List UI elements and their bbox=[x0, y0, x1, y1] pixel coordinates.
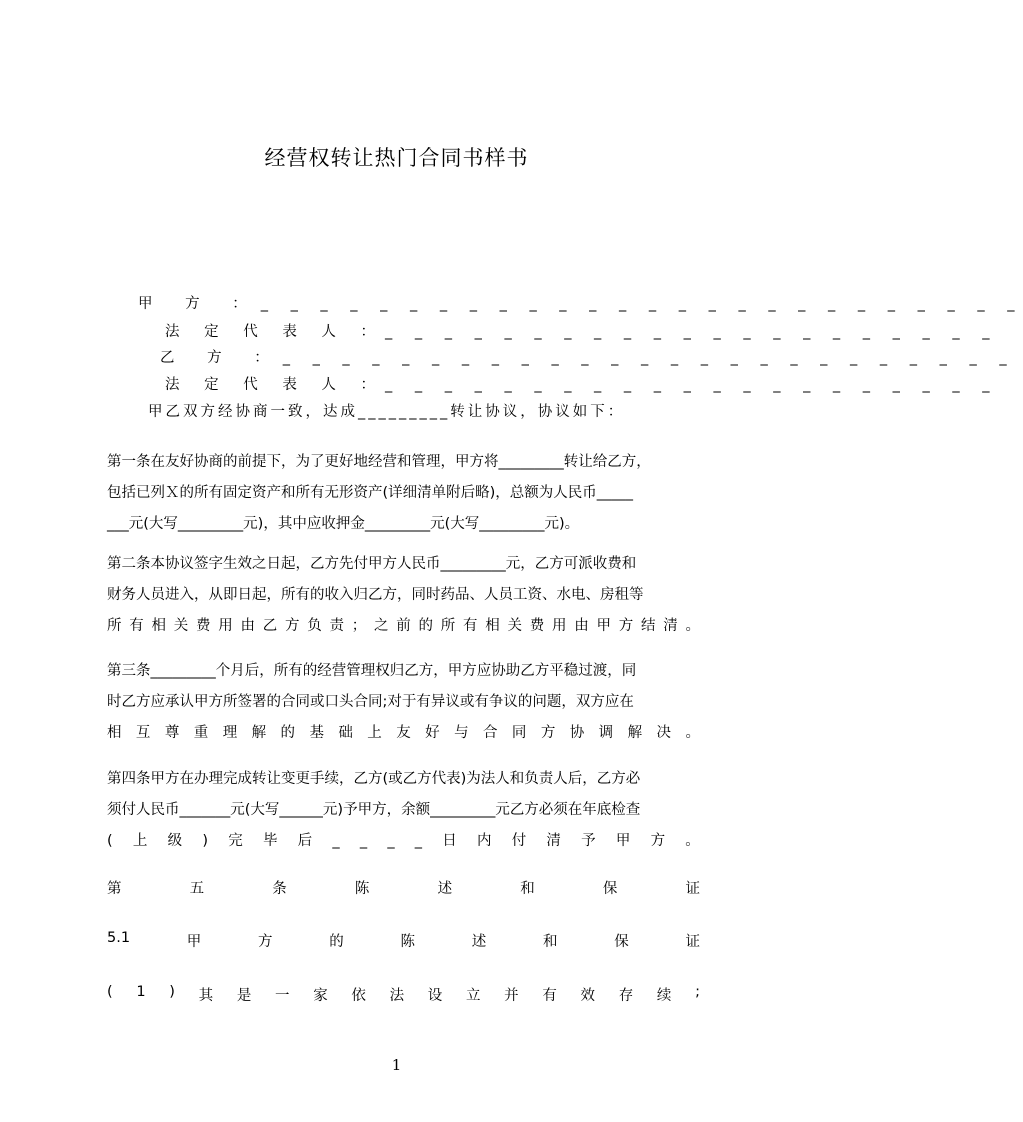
justified-char: _ bbox=[414, 833, 423, 849]
justified-char: 述 bbox=[471, 934, 487, 950]
justified-char: _ bbox=[387, 833, 395, 849]
party-b-representative-label: 法 定 代 表 人 ： bbox=[165, 377, 386, 393]
party-b-representative-line bbox=[165, 373, 999, 394]
justified-char: 尊 bbox=[164, 725, 180, 741]
article-2-line: 财务人员进入，从即日起，所有的收入归乙方，同时药品、人员工资、水电、房租等 bbox=[107, 587, 644, 603]
agreement-intro: 甲乙双方经协商一致，达成_________转让协议，协议如下： bbox=[148, 404, 626, 420]
section-5-1-heading bbox=[107, 930, 700, 951]
justified-char: 相 bbox=[485, 618, 500, 634]
justified-char: 条 bbox=[272, 881, 287, 897]
article-3-line: 时乙方应承认甲方所签署的合同或口头合同;对于有异议或有争议的问题，双方应在 bbox=[107, 694, 634, 710]
justified-char: 日 bbox=[442, 833, 457, 849]
justified-char: 和 bbox=[520, 881, 535, 897]
justified-char: 相 bbox=[107, 725, 122, 741]
justified-char: 基 bbox=[309, 725, 324, 741]
justified-char: 结 bbox=[641, 618, 656, 634]
justified-char: _ bbox=[359, 833, 368, 849]
justified-char: 清 bbox=[663, 618, 678, 634]
article-3-line: 第三条_________个月后，所有的经营管理权归乙方，甲方应协助乙方平稳过渡，同 bbox=[107, 663, 637, 679]
justified-char: 的 bbox=[280, 725, 296, 741]
justified-char: 础 bbox=[338, 725, 353, 741]
party-a-blank[interactable]: _ _ _ _ _ _ _ _ _ _ _ _ _ _ _ _ _ _ _ _ _ _ _ _ _ _ bbox=[260, 296, 1023, 312]
justified-char: 用 bbox=[218, 618, 233, 634]
justified-char: 1 bbox=[136, 984, 146, 1000]
justified-char: 所 bbox=[107, 618, 122, 634]
justified-char: 同 bbox=[511, 725, 527, 741]
article-2-line-justified bbox=[107, 611, 700, 642]
justified-char: 效 bbox=[580, 988, 596, 1004]
justified-char: 有 bbox=[463, 618, 478, 634]
justified-char: 费 bbox=[196, 618, 211, 634]
justified-char: 由 bbox=[240, 618, 255, 634]
justified-char: 保 bbox=[602, 881, 618, 897]
justified-char: ； bbox=[351, 618, 367, 634]
justified-char: 甲 bbox=[186, 934, 202, 950]
article-2-line: 第二条本协议签字生效之日起，乙方先付甲方人民币_________元，乙方可派收费和 bbox=[107, 556, 637, 572]
justified-char: 续 bbox=[656, 988, 672, 1004]
article-4-line-justified bbox=[107, 826, 700, 857]
justified-char: 。 bbox=[685, 833, 700, 849]
party-a-representative-blank[interactable]: _ _ _ _ _ _ _ _ _ _ _ _ _ _ _ _ _ _ _ _ _ bbox=[385, 324, 999, 340]
justified-char: 调 bbox=[598, 725, 614, 741]
justified-char: 。 bbox=[685, 725, 700, 741]
justified-char: ( bbox=[107, 984, 113, 1000]
justified-char: 述 bbox=[437, 881, 453, 897]
justified-char: 方 bbox=[618, 618, 634, 634]
section-5-1-item-1 bbox=[107, 984, 700, 1005]
justified-char: 方 bbox=[258, 934, 273, 950]
justified-char: 责 bbox=[329, 618, 344, 634]
justified-char: 保 bbox=[614, 934, 629, 950]
justified-char: 陈 bbox=[400, 934, 415, 950]
justified-char: ) bbox=[202, 833, 208, 849]
justified-char: 关 bbox=[173, 618, 189, 634]
justified-char: 理 bbox=[222, 725, 238, 741]
justified-char: 关 bbox=[507, 618, 522, 634]
article-2 bbox=[107, 549, 700, 642]
article-4-line: 须付人民币_______元(大写______元)予甲方，余额_________元乙方必须在年底检查 bbox=[107, 802, 641, 818]
document-title: 经营权转让热门合同书样书 bbox=[264, 146, 529, 170]
article-4-line: 第四条甲方在办理完成转让变更手续，乙方(或乙方代表)为法人和负责人后，乙方必 bbox=[107, 771, 641, 787]
justified-char: _ bbox=[332, 833, 340, 849]
justified-char: 用 bbox=[552, 618, 567, 634]
justified-char: 甲 bbox=[596, 618, 611, 634]
justified-char: 决 bbox=[656, 725, 672, 741]
party-b-blank[interactable]: _ _ _ _ _ _ _ _ _ _ _ _ _ _ _ _ _ _ _ _ _ _ _ _ _ bbox=[282, 350, 1016, 366]
justified-char: 合 bbox=[482, 725, 498, 741]
justified-char: 五 bbox=[189, 881, 205, 897]
justified-char: 并 bbox=[504, 988, 519, 1004]
justified-char: 重 bbox=[193, 725, 209, 741]
justified-char: 家 bbox=[313, 988, 328, 1004]
justified-char: 方 bbox=[650, 833, 666, 849]
justified-char: 级 bbox=[167, 833, 183, 849]
justified-char: 方 bbox=[285, 618, 300, 634]
justified-char: 其 bbox=[198, 988, 214, 1004]
justified-char: 第 bbox=[107, 881, 122, 897]
party-b-label: 乙 方 ： bbox=[160, 350, 283, 366]
justified-char: 方 bbox=[540, 725, 556, 741]
justified-char: 乙 bbox=[262, 618, 278, 634]
justified-char: 好 bbox=[425, 725, 440, 741]
justified-char: 费 bbox=[529, 618, 545, 634]
party-a-line bbox=[138, 292, 1023, 313]
article-5-heading bbox=[107, 877, 700, 898]
justified-char: 内 bbox=[476, 833, 492, 849]
article-4 bbox=[107, 764, 700, 857]
justified-char: 的 bbox=[418, 618, 433, 634]
justified-char: 设 bbox=[427, 988, 443, 1004]
article-1 bbox=[107, 447, 700, 540]
justified-char: 。 bbox=[685, 618, 700, 634]
justified-char: 有 bbox=[542, 988, 557, 1004]
justified-char: 所 bbox=[440, 618, 456, 634]
justified-char: 之 bbox=[374, 618, 389, 634]
justified-char: 由 bbox=[574, 618, 589, 634]
justified-char: 解 bbox=[251, 725, 267, 741]
justified-char: ( bbox=[107, 833, 113, 849]
justified-char: 予 bbox=[581, 833, 596, 849]
justified-char: 解 bbox=[627, 725, 643, 741]
justified-char: 证 bbox=[685, 934, 700, 950]
justified-char: 毕 bbox=[262, 833, 278, 849]
party-b-line bbox=[160, 346, 1016, 367]
justified-char: 依 bbox=[351, 988, 366, 1004]
justified-char: ; bbox=[695, 984, 700, 1000]
article-1-line: 第一条在友好协商的前提下，为了更好地经营和管理，甲方将_________转让给乙方， bbox=[107, 454, 651, 470]
article-3-line-justified bbox=[107, 718, 700, 749]
justified-char: 上 bbox=[132, 833, 148, 849]
page-number: 1 bbox=[391, 1056, 402, 1074]
justified-char: 陈 bbox=[354, 881, 370, 897]
justified-char: 负 bbox=[307, 618, 322, 634]
justified-char: 清 bbox=[546, 833, 561, 849]
justified-char: 友 bbox=[396, 725, 411, 741]
justified-char: ) bbox=[169, 984, 175, 1000]
justified-char: 与 bbox=[454, 725, 469, 741]
justified-char: 协 bbox=[569, 725, 585, 741]
justified-char: 有 bbox=[129, 618, 144, 634]
party-b-representative-blank[interactable]: _ _ _ _ _ _ _ _ _ _ _ _ _ _ _ _ _ _ _ _ _ bbox=[385, 377, 999, 393]
justified-char: 5.1 bbox=[107, 930, 131, 946]
party-a-representative-label: 法 定 代 表 人 ： bbox=[165, 324, 386, 340]
article-1-line: 包括已列Ｘ的所有固定资产和所有无形资产(详细清单附后略)，总额为人民币_____ bbox=[107, 485, 634, 501]
justified-char: 付 bbox=[511, 833, 527, 849]
party-a-label: 甲 方 ： bbox=[138, 296, 261, 312]
justified-char: 的 bbox=[329, 934, 344, 950]
justified-char: 一 bbox=[275, 988, 290, 1004]
justified-char: 和 bbox=[542, 934, 558, 950]
justified-char: 上 bbox=[367, 725, 382, 741]
justified-char: 立 bbox=[465, 988, 481, 1004]
justified-char: 证 bbox=[685, 881, 700, 897]
article-3 bbox=[107, 656, 700, 749]
justified-char: 互 bbox=[135, 725, 151, 741]
article-1-line: ___元(大写_________元)，其中应收押金_________元(大写_________元)。 bbox=[107, 516, 580, 532]
party-a-representative-line bbox=[165, 320, 999, 341]
justified-char: 是 bbox=[236, 988, 252, 1004]
justified-char: 存 bbox=[618, 988, 634, 1004]
justified-char: 甲 bbox=[615, 833, 631, 849]
justified-char: 法 bbox=[389, 988, 405, 1004]
justified-char: 完 bbox=[228, 833, 243, 849]
justified-char: 相 bbox=[151, 618, 166, 634]
justified-char: 前 bbox=[396, 618, 411, 634]
justified-char: 后 bbox=[297, 833, 313, 849]
